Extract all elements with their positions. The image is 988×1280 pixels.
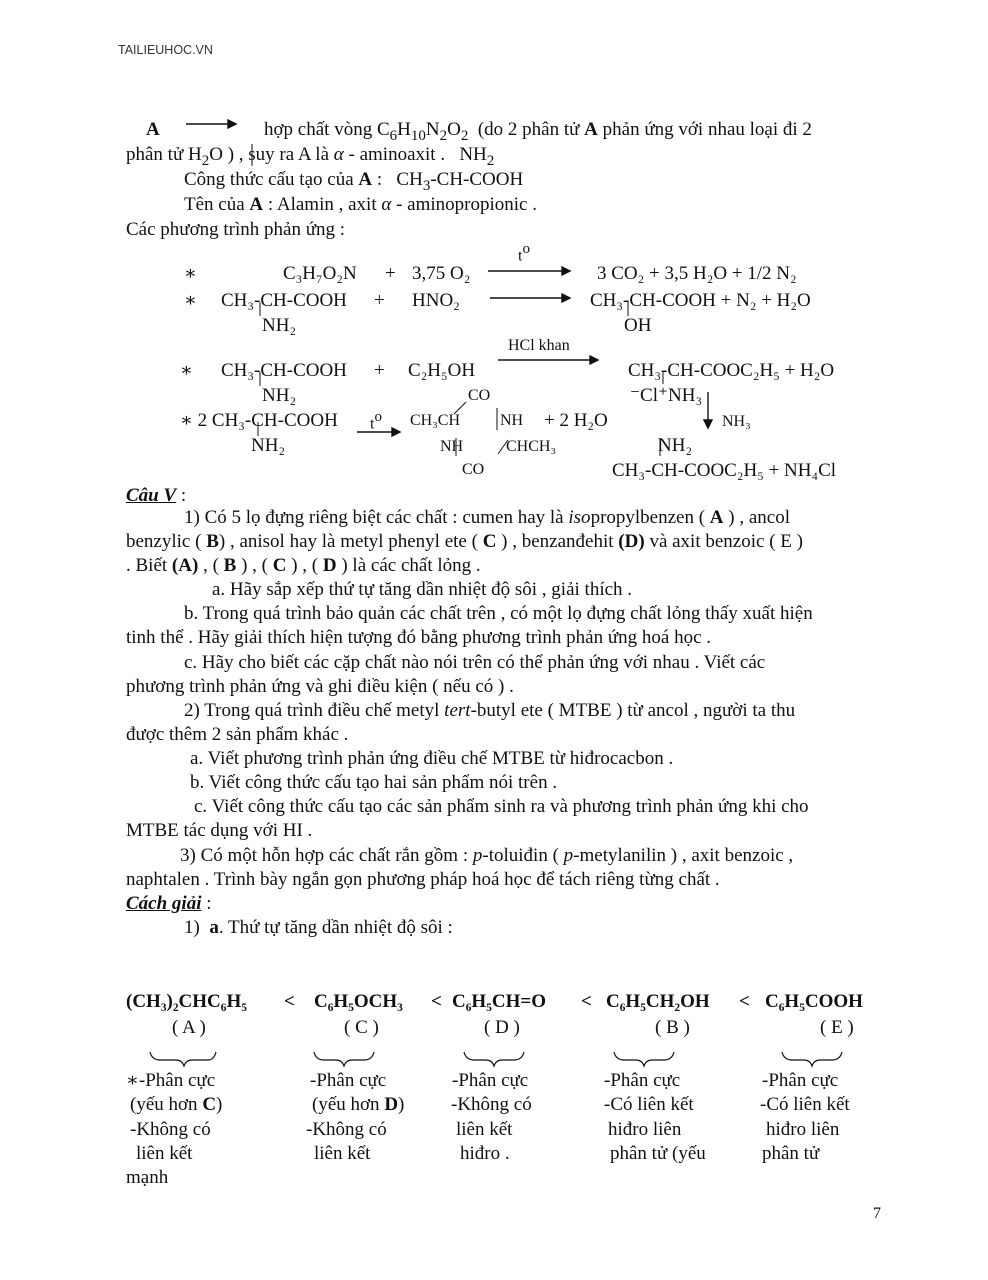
r4-co-top: CO — [468, 387, 491, 404]
q1b-line-2: tinh thể . Hãy giải thích hiện tượng đó bằng phương trình phản ứng hoá học . — [126, 627, 712, 648]
compound-e-label: ( E ) — [820, 1017, 854, 1038]
r2-plus: + — [374, 290, 385, 311]
r2-oh: OH — [624, 315, 652, 336]
q1-line-1: 1) Có 5 lọ đựng riêng biệt các chất : cumen hay là isopropylbenzen ( A ) , ancol — [184, 507, 791, 528]
intro-line-1b: hợp chất vòng $C_6H_{10}N_2O_2$ (do 2 phân tử A phản ứng với nhau loại đi 2 — [264, 119, 812, 144]
compound-a-formula: (CH₃)₂CHC₆H₅ — [126, 991, 247, 1012]
compound-d-label: ( D ) — [484, 1017, 520, 1038]
q2a: a. Viết phương trình phản ứng điều chế MTBE từ hiđrocacbon . — [190, 748, 674, 769]
r2-right: CH₃-CH-COOH + N₂ + H₂O — [590, 290, 811, 311]
note-b-2: -Có liên kết — [604, 1094, 694, 1115]
bullet-1: ∗ — [184, 263, 197, 284]
r5-nh2: NH₂ — [658, 435, 693, 456]
bullet-2: ∗ — [184, 290, 197, 311]
compound-a-label: ( A ) — [172, 1017, 206, 1038]
q2c-line-2: MTBE tác dụng với HI . — [126, 820, 313, 841]
bullet-3: ∗ — [180, 360, 193, 381]
note-b-1: -Phân cực — [604, 1070, 681, 1091]
note-b-3: hiđro liên — [608, 1119, 682, 1140]
r3-right: CH₃-CH-COOC₂H₅ + H₂O — [628, 360, 835, 381]
r5-right: CH₃-CH-COOC₂H₅ + NH₄Cl — [612, 460, 837, 481]
solution-step-1: 1) a. Thứ tự tăng dần nhiệt độ sôi : — [184, 917, 453, 938]
q2b: b. Viết công thức cấu tạo hai sản phẩm nói trên . — [190, 772, 558, 793]
nh3-reagent: NH₃ — [722, 413, 751, 430]
q1-line-3: . Biết (A) , ( B ) , ( C ) , ( D ) là các chất lỏng . — [126, 555, 481, 576]
compound-b-formula: C₆H₅CH₂OH — [606, 991, 710, 1012]
r3-salt: ⁻Cl⁺NH₃ — [630, 385, 703, 406]
heat-label-2: $t^o$ — [370, 409, 382, 433]
note-a-5: mạnh — [126, 1167, 169, 1188]
note-e-2: -Có liên kết — [760, 1094, 850, 1115]
note-c-3: -Không có — [306, 1119, 387, 1140]
note-e-3: hiđro liên — [766, 1119, 840, 1140]
note-e-4: phân tử — [762, 1143, 820, 1164]
r1-o2: 3,75 O₂ — [412, 263, 471, 284]
note-d-1: -Phân cực — [452, 1070, 529, 1091]
intro-line-4: Tên của A : Alamin , axit α - aminopropionic . — [184, 194, 537, 215]
note-e-1: -Phân cực — [762, 1070, 839, 1091]
q2-line-1: 2) Trong quá trình điều chế metyl tert-butyl ete ( MTBE ) từ ancol , người ta thu — [184, 700, 796, 721]
less-than-1: < — [284, 991, 295, 1012]
heat-label-1: $t^o$ — [518, 241, 530, 265]
r4-nh2: NH₂ — [251, 435, 286, 456]
r3-nh2: NH₂ — [262, 385, 297, 406]
q1-line-2: benzylic ( B) , anisol hay là metyl phenyl ete ( C ) , benzanđehit (D) và axit benzoic ( E ) — [126, 531, 803, 552]
r3-left: CH₃-CH-COOH — [221, 360, 347, 381]
section-title-cau-v: Câu V : — [126, 485, 187, 506]
r2-left: CH₃-CH-COOH — [221, 290, 347, 311]
compound-e-formula: C₆H₅COOH — [765, 991, 863, 1012]
compound-c-label: ( C ) — [344, 1017, 379, 1038]
q1b-line-1: b. Trong quá trình bảo quản các chất trên , có một lọ đựng chất lỏng thấy xuất hiện — [184, 603, 813, 624]
site-header: TAILIEUHOC.VN — [118, 43, 213, 57]
q2c-line-1: c. Viết công thức cấu tạo các sản phẩm sinh ra và phương trình phản ứng khi cho — [194, 796, 809, 817]
note-b-4: phân tử (yếu — [610, 1143, 706, 1164]
r4-nh-right: NH — [500, 412, 524, 429]
note-c-2: (yếu hơn D) — [312, 1094, 405, 1115]
r1-plus: + — [385, 263, 396, 284]
r4-ch3ch: CH₃CH — [410, 412, 461, 429]
hcl-label: HCl khan — [508, 337, 570, 354]
r4-left: ∗ 2 CH₃-CH-COOH — [180, 410, 338, 431]
compound-d-formula: C₆H₅CH=O — [452, 991, 546, 1012]
compound-b-label: ( B ) — [655, 1017, 690, 1038]
intro-line-1: A — [146, 119, 160, 140]
less-than-4: < — [739, 991, 750, 1012]
note-d-3: liên kết — [456, 1119, 513, 1140]
r4-co-bottom: CO — [462, 461, 485, 478]
q1a: a. Hãy sắp xếp thứ tự tăng dần nhiệt độ sôi , giải thích . — [212, 579, 633, 600]
r1-right: 3 CO₂ + 3,5 H₂O + 1/2 N₂ — [597, 263, 797, 284]
note-a-2: (yếu hơn C) — [130, 1094, 223, 1115]
r4-nh-left: NH — [440, 438, 464, 455]
note-d-2: -Không có — [451, 1094, 532, 1115]
note-d-4: hiđro . — [460, 1143, 510, 1164]
q3-line-2: naphtalen . Trình bày ngắn gọn phương pháp hoá học để tách riêng từng chất . — [126, 869, 720, 890]
r2-hno2: HNO₂ — [412, 290, 460, 311]
compound-c-formula: C₆H₅OCH₃ — [314, 991, 403, 1012]
note-c-1: -Phân cực — [310, 1070, 387, 1091]
note-c-4: liên kết — [314, 1143, 371, 1164]
solution-title: Cách giải : — [126, 893, 212, 914]
r1-left: C₃H₇O₂N — [283, 263, 357, 284]
intro-line-3: Công thức cấu tạo của A : $CH_3-CH$-COOH — [184, 169, 524, 194]
intro-line-2: phân tử $H_2O$ ) , suy ra A là α - aminoaxit . $NH_2$ — [126, 144, 495, 169]
note-a-4: liên kết — [136, 1143, 193, 1164]
q2-line-2: được thêm 2 sản phẩm khác . — [126, 724, 349, 745]
q1c-line-2: phương trình phản ứng và ghi điều kiện ( nếu có ) . — [126, 676, 514, 697]
less-than-2: < — [431, 991, 442, 1012]
note-a-1: ∗-Phân cực — [126, 1070, 216, 1091]
q3-line-1: 3) Có một hỗn hợp các chất rắn gồm : p-toluiđin ( p-metylanilin ) , axit benzoic , — [180, 845, 794, 866]
intro-line-5: Các phương trình phản ứng : — [126, 219, 346, 240]
r4-h2o: + 2 H₂O — [544, 410, 608, 431]
r2-nh2: NH₂ — [262, 315, 297, 336]
less-than-3: < — [581, 991, 592, 1012]
r3-plus: + — [374, 360, 385, 381]
r3-etoh: C₂H₅OH — [408, 360, 476, 381]
r4-chch3: CHCH₃ — [506, 438, 557, 455]
q1c-line-1: c. Hãy cho biết các cặp chất nào nói trên có thể phản ứng với nhau . Viết các — [184, 652, 766, 673]
page-number: 7 — [873, 1205, 881, 1222]
note-a-3: -Không có — [130, 1119, 211, 1140]
